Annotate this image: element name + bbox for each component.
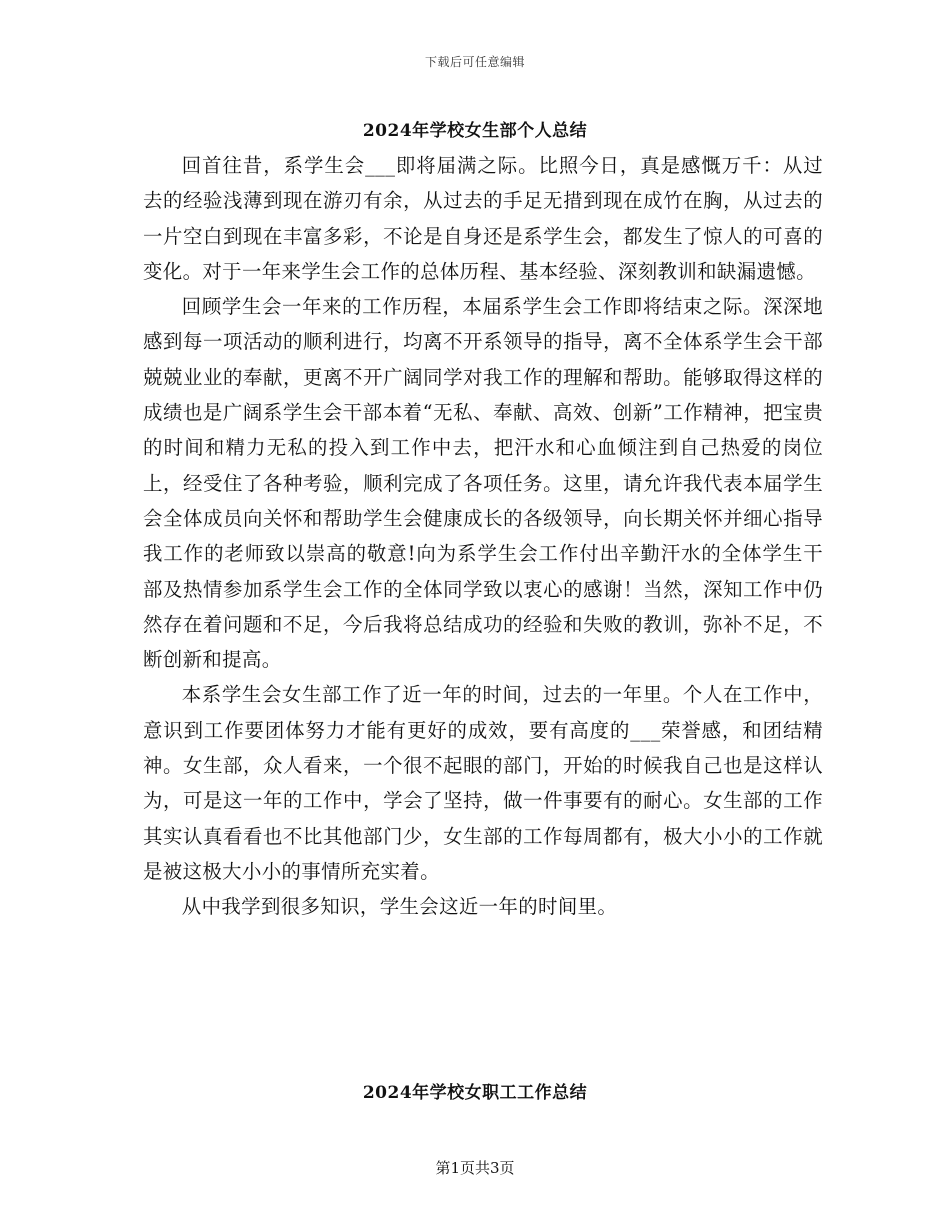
paragraph-2: 回顾学生会一年来的工作历程，本届系学生会工作即将结束之际。深深地感到每一项活动的顺利进行，均离不开系领导的指导，离不全体系学生会干部兢兢业业的奉献，更离不开广阔同学对我工作的理解和帮助。能够取得这样的成绩也是广阔系学生会干部本着“无私、奉献、高效、创新”工作精神，把宝贵的时间和精力无私的投入到工作中去，把汗水和心血倾注到自己热爱的岗位上，经受住了各种考验，顺利完成了各项任务。这里，请允许我代表本届学生会全体成员向关怀和帮助学生会健康成长的各级领导，向长期关怀并细心指导我工作的老师致以崇高的敬意!向为系学生会工作付出辛勤汗水的全体学生干部及热情参加系学生会工作的全体同学致以衷心的感谢！当然，深知工作中仍然存在着问题和不足，今后我将总结成功的经验和失败的教训，弥补不足，不断创新和提高。	[143, 295, 823, 672]
paragraph-1: 回首往昔，系学生会___即将届满之际。比照今日，真是感慨万千：从过去的经验浅薄到现在游刃有余，从过去的手足无措到现在成竹在胸，从过去的一片空白到现在丰富多彩，不论是自身还是系学生会，都发生了惊人的可喜的变化。对于一年来学生会工作的总体历程、基本经验、深刻教训和缺漏遗憾。	[143, 154, 823, 283]
page-footer: 第1页共3页	[435, 1159, 515, 1177]
paragraph-4: 从中我学到很多知识，学生会这近一年的时间里。	[181, 895, 618, 919]
paragraph-3: 本系学生会女生部工作了近一年的时间，过去的一年里。个人在工作中，意识到工作要团体努力才能有更好的成效，要有高度的___荣誉感，和团结精神。女生部，众人看来，一个很不起眼的部门，开始的时候我自己也是这样认为，可是这一年的工作中，学会了坚持，做一件事要有的耐心。女生部的工作其实认真看看也不比其他部门少，女生部的工作每周都有，极大小小的工作就是被这极大小小的事情所充实着。	[143, 683, 823, 883]
document-body	[143, 148, 823, 925]
page-header-note: 下载后可任意编辑	[424, 55, 525, 69]
next-section-title: 2024年学校女职工工作总结	[362, 1083, 588, 1103]
document-title: 2024年学校女生部个人总结	[362, 121, 588, 141]
